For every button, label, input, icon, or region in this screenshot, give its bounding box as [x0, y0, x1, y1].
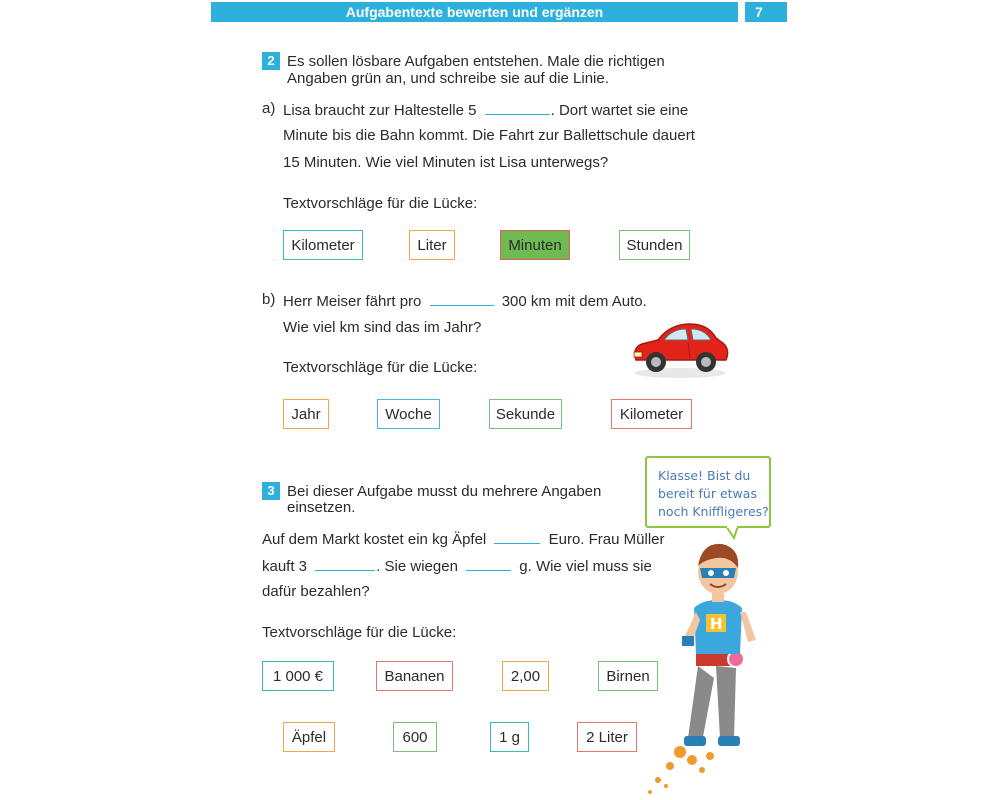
- svg-text:H: H: [710, 615, 723, 633]
- part-a-label: a): [262, 100, 276, 117]
- task-2-number: 2: [262, 52, 280, 70]
- task-3-intro-1: Bei dieser Aufgabe musst du mehrere Angaben: [287, 483, 602, 500]
- chip-minuten-selected[interactable]: Minuten: [500, 230, 570, 260]
- part-b-label: b): [262, 291, 276, 308]
- part-a-suggestions-label: Textvorschläge für die Lücke:: [283, 195, 478, 212]
- chip-2-liter[interactable]: 2 Liter: [577, 722, 637, 752]
- part-a-blank[interactable]: [485, 100, 550, 115]
- chip-bananen[interactable]: Bananen: [376, 661, 453, 691]
- task-3-line1: [262, 529, 665, 548]
- task-3-line2-a: kauft 3: [262, 558, 308, 575]
- task-3-blank-price[interactable]: [494, 529, 540, 544]
- chip-1-g[interactable]: 1 g: [490, 722, 529, 752]
- superhero-character-illustration: [640, 538, 790, 798]
- chip-jahr[interactable]: Jahr: [283, 399, 329, 429]
- chip-stunden[interactable]: Stunden: [619, 230, 690, 260]
- chip-liter[interactable]: Liter: [409, 230, 455, 260]
- task-3-line2: [262, 556, 652, 575]
- part-a-line3: 15 Minuten. Wie viel Minuten ist Lisa unterwegs?: [283, 154, 609, 171]
- part-b-line1-before: Herr Meiser fährt pro: [283, 293, 422, 310]
- speech-bubble-line-1: Klasse! Bist du: [658, 468, 751, 483]
- chip-1000-euro[interactable]: 1 000 €: [262, 661, 334, 691]
- part-a-line2: Minute bis die Bahn kommt. Die Fahrt zur Ballettschule dauert: [283, 127, 695, 144]
- task-3-blank-fruit[interactable]: [315, 556, 375, 571]
- chip-kilometer[interactable]: Kilometer: [283, 230, 363, 260]
- task-3-line1-before: Auf dem Markt kostet ein kg Äpfel: [262, 531, 487, 548]
- part-b-blank[interactable]: [430, 291, 494, 306]
- chip-sekunde[interactable]: Sekunde: [489, 399, 562, 429]
- speech-bubble-line-2: bereit für etwas: [658, 486, 757, 501]
- part-b-suggestions-label: Textvorschläge für die Lücke:: [283, 359, 478, 376]
- task-2-intro-2: Angaben grün an, und schreibe sie auf die Linie.: [287, 70, 609, 87]
- task-3-number: 3: [262, 482, 280, 500]
- part-b-line2: Wie viel km sind das im Jahr?: [283, 319, 482, 336]
- part-a-line1: [283, 100, 688, 119]
- chip-2-00[interactable]: 2,00: [502, 661, 549, 691]
- task-3-line2-c: g. Wie viel muss sie: [519, 558, 652, 575]
- chip-kilometer-b[interactable]: Kilometer: [611, 399, 692, 429]
- task-3-suggestions-label: Textvorschläge für die Lücke:: [262, 624, 457, 641]
- speech-bubble-line-3: noch Kniffligeres?: [658, 504, 769, 519]
- part-a-line1-after: . Dort wartet sie eine: [550, 102, 689, 119]
- part-a-line1-before: Lisa braucht zur Haltestelle 5: [283, 102, 477, 119]
- task-3-line2-b: . Sie wiegen: [376, 558, 458, 575]
- car-illustration: [628, 318, 732, 380]
- header-title: Aufgabentexte bewerten und ergänzen: [211, 2, 738, 22]
- chip-woche[interactable]: Woche: [377, 399, 440, 429]
- page-number: 7: [745, 2, 787, 22]
- part-b-line1-after: 300 km mit dem Auto.: [501, 293, 647, 310]
- task-3-line3: dafür bezahlen?: [262, 583, 370, 600]
- chip-birnen[interactable]: Birnen: [598, 661, 658, 691]
- part-b-line1: [283, 291, 647, 310]
- task-3-blank-weight[interactable]: [466, 556, 511, 571]
- speech-bubble: [645, 456, 771, 528]
- task-2-intro-1: Es sollen lösbare Aufgaben entstehen. Male die richtigen: [287, 53, 665, 70]
- task-3-line1-after: Euro. Frau Müller: [548, 531, 665, 548]
- chip-aepfel[interactable]: Äpfel: [283, 722, 335, 752]
- task-3-intro-2: einsetzen.: [287, 499, 356, 516]
- chip-600[interactable]: 600: [393, 722, 437, 752]
